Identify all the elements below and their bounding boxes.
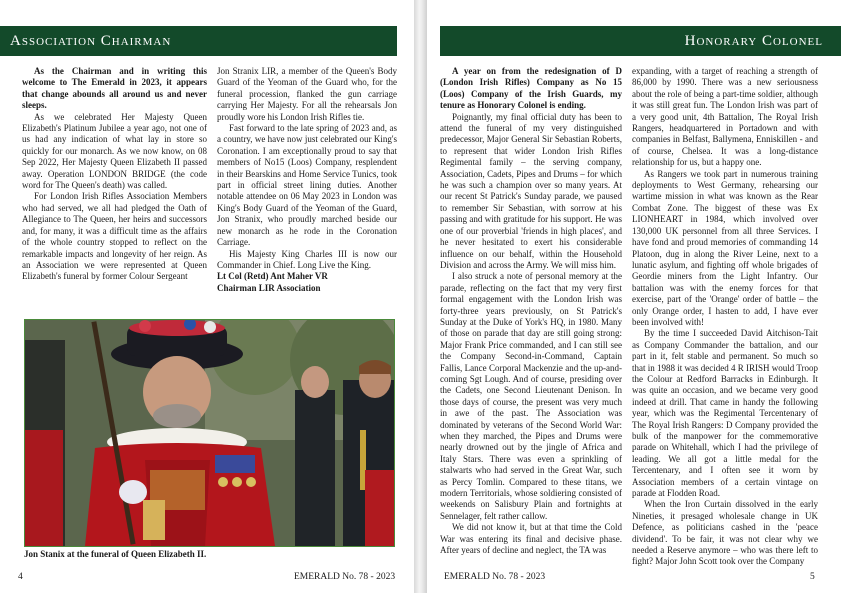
colonel-column-1 [440,66,622,578]
chairman-paragraph: Fast forward to the late spring of 2023 and, as a country, we have now just celebrated our King's Coronation. I am exceptionally proud to say that members of No15 (Loos) Company, resplendent in their Bearskins and Home Service Tunics, took part in official street lining duties. Another notable attendee on 06 May 2023 in London was King's Body Guard of the Yeoman of the Guard, Jon Stranix, who proudly marched beside our new monarch as he rode in the Coronation Carriage. [217,123,397,248]
page-number-right: 5 [810,572,815,582]
signature-title: Chairman LIR Association [217,282,321,293]
chairman-paragraph: As we celebrated Her Majesty Queen Elizabeth's Platinum Jubilee a year ago, not one of us had any indication of what lay in store so quickly for our monarch. As we now know, on 08 Sep 2022, Her Majesty Queen Elizabeth II passed away. Operation LONDON BRIDGE (the code word for The Queen's death) was called. [22,111,207,191]
colonel-paragraph: Poignantly, my final official duty has been to attend the funeral of my very distinguished predecessor, Major General Sir Sebastian Roberts, to represent that wider London Irish Rifles Regimental family – the serving company, Association, Cadets, Pipes and Drums – for which he was such a champion over so many years. At our recent St Patrick's Sunday parade, we paused to remember Sir Sebastian, with sorrow at his passing and with gratitude for his support. He was one of our proverbial 'friends in high places', and he never hesitated to exert his considerable influence on our behalf, within the Household Division and across the Army. We will miss him. [440,111,622,270]
photo-caption: Jon Stanix at the funeral of Queen Elizabeth II. [24,549,207,559]
association-chairman-banner: Association Chairman [0,26,397,56]
magazine-footer-left: EMERALD No. 78 - 2023 [294,572,396,582]
chairman-paragraph: His Majesty King Charles III is now our Commander in Chief. Long Live the King. [217,248,397,270]
chairman-column-2 [217,66,397,312]
colonel-paragraph: As Rangers we took part in numerous training deployments to West Germany, rehearsing our wartime mission in what was known as the Rear Combat Zone. The biggest of these was Ex LIONHEART in 1984, which involved over 130,000 UK personnel from all three Services. I have fond and proud memories of commanding 14 Platoon, dug in along the River Leine, next to a lunatic asylum, and fighting off whole brigades of Geordie miners from the Light Infantry. Our battalion was with the enemy forces for that exercise, part of the 'Orange' order of battle – the only Orange order, I hasten to add, I have ever been involved with! [632,168,818,327]
chairman-paragraph: For London Irish Rifles Association Members who had served, we all had pledged the Oath of Allegiance to The Queen, her heirs and successors and, for many, it was a difficult time as the affairs of the whole country stopped to reflect on the remarkable impacts and longevity of her reign. As an Association we were represented at Queen Elizabeth's funeral by former Colour Sergeant [22,191,207,282]
honorary-colonel-banner: Honorary Colonel [440,26,841,56]
colonel-paragraph: expanding, with a target of reaching a strength of 86,000 by 1990. There was a new seriousness about the role of being a part-time soldier, although it was still great fun. The London Irish was part of a very good unit, 4th Battalion, The Royal Irish Rangers, headquartered in Portadown and with companies in Belfast, Ballymena, Enniskillen - and of course, Chelsea. It was a long-distance relationship for us, but a happy one. [632,66,818,168]
funeral-photo [24,319,395,547]
chairman-paragraph: Jon Stranix LIR, a member of the Queen's Body Guard of the Yeoman of the Guard who, for the funeral procession, flanked the gun carriage carrying Her Majesty. For all the rehearsals Jon proudly wore his London Irish Rifles tie. [217,66,397,122]
colonel-paragraph: By the time I succeeded David Aitchison-Tait as Company Commander the battalion, and our part in it, felt stable and permanent. So much so that in 1988 it was decided 4 R IRISH would Troop the Colour at Redford Barracks in Edinburgh. It was quite an occasion, and we became very good indeed at drill. That came in handy the following year, which was the Regimental Tercentenary of The Royal Irish Rangers: D Company provided the bulk of the manpower for the commemorative parade on Whitehall, which I had the privilege of leading. We all got a little medal for the Tercentenary, and I often see it worn by Association members of a certain vintage on parade at Flodden Road. [632,328,818,499]
colonel-column-2 [632,66,818,578]
magazine-footer-right: EMERALD No. 78 - 2023 [444,572,546,582]
chairman-lead-paragraph: As the Chairman and in writing this welcome to The Emerald in 2023, it appears that change abounds all around us and never sleeps. [22,66,207,111]
signature-block [217,271,397,294]
colonel-paragraph: When the Iron Curtain dissolved in the early Nineties, it presaged wholesale change in UK Defence, as politicians cashed in the 'peace dividend'. To be fair, it was not clear why we needed a Reserve anymore – who was there left to fight? Major John Scott took over the Company [632,499,818,567]
colonel-lead-paragraph: A year on from the redesignation of D (London Irish Rifles) Company as No 15 (Loos) Company of the Irish Guards, my tenure as Honorary Colonel is ending. [440,66,622,111]
signature-name: Lt Col (Retd) Ant Maher VR [217,271,328,282]
right-page [427,0,841,593]
chairman-column-1 [22,66,207,312]
book-gutter [414,0,427,593]
page-number-left: 4 [18,572,23,582]
colonel-paragraph: We did not know it, but at that time the Cold War was entering its final and decisive phase. After years of decline and neglect, the TA was [440,522,622,556]
colonel-paragraph: I also struck a note of personal memory at the parade, reflecting on the fact that my very first formal engagement with the London Irish was forty-three years previously, on St Patrick's Sunday at the Duke of York's HQ, in 1980. Many of those on parade that day are still going strong: Major Frank Price commanded, and I can still see the Company Second-in-Command, Captain Fallis, Lance Corporal Mackenzie and the up-and-coming Sgt Lough. And of course, presiding over the Cadets, one Second Lieutenant Denison. In those days of course, the present was very much in awe of the past. The Association was dominated by veterans of the Second World War: when they marched, the Pipes and Drums were nearly drowned out by the jingle of Africa and Italy Stars. There was even a sprinkling of stalwarts who had served in the Great War, such as Percy Tomlin. Compared to these titans, we modern Territorials, whose soldiering consisted of weekends on Salisbury Plain and fortnights at Sennelager, felt rather callow. [440,271,622,521]
left-page [0,0,414,593]
